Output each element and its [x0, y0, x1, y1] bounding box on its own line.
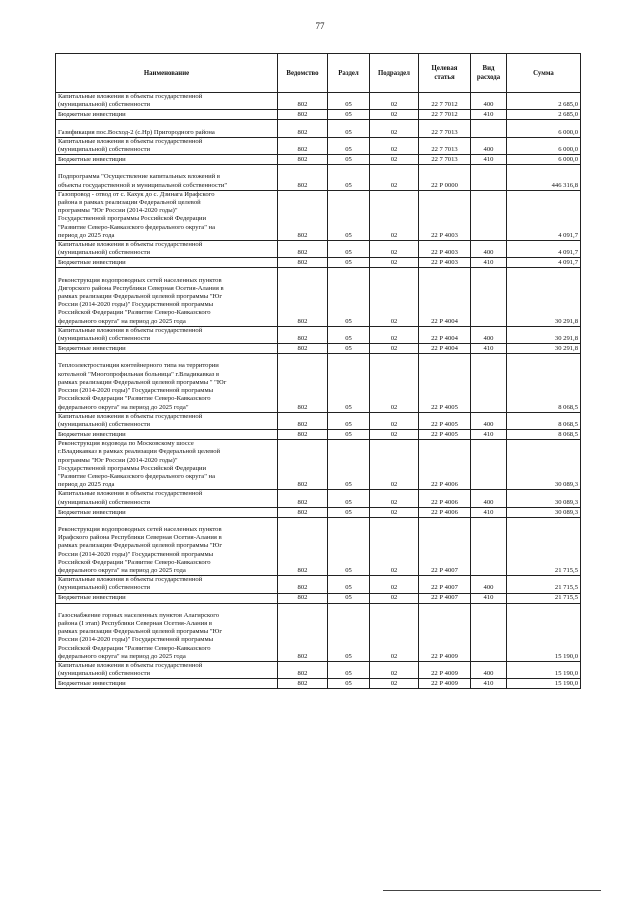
row-type	[471, 517, 507, 575]
row-subsection: 02	[370, 344, 419, 354]
row-target: 22 Р 4005	[419, 354, 471, 412]
row-dept: 802	[278, 661, 328, 678]
row-sum: 6 000,0	[507, 120, 581, 137]
row-dept: 802	[278, 137, 328, 154]
row-sum: 30 291,8	[507, 344, 581, 354]
row-name: Капитальные вложения в объекты государственной (муниципальной) собственности	[56, 93, 278, 110]
header-target: Целевая статья	[419, 54, 471, 93]
row-section: 05	[328, 679, 370, 689]
row-type: 400	[471, 93, 507, 110]
row-subsection: 02	[370, 517, 419, 575]
row-type: 400	[471, 490, 507, 507]
table-row	[56, 507, 581, 517]
row-name: Теплоэлектростанция контейнерного типа на территории котельной "Многопрофильная больница" г.Владикавказ в рамках реализации Федеральной целевой программы " "Юг России (2014-2020 годы)" Государственной программы Российской Федерации "Развитие Северо-Кавказского федерального округа" на период до 2025 года"	[56, 354, 278, 412]
table-row	[56, 258, 581, 268]
row-subsection: 02	[370, 93, 419, 110]
row-sum: 6 000,0	[507, 155, 581, 165]
row-dept: 802	[278, 679, 328, 689]
row-subsection: 02	[370, 326, 419, 343]
row-name: Капитальные вложения в объекты государственной (муниципальной) собственности	[56, 490, 278, 507]
row-section: 05	[328, 268, 370, 326]
row-sum: 30 089,3	[507, 440, 581, 490]
row-sum: 30 291,8	[507, 268, 581, 326]
row-target: 22 Р 4004	[419, 344, 471, 354]
table-row	[56, 490, 581, 507]
row-subsection: 02	[370, 661, 419, 678]
row-type	[471, 603, 507, 661]
row-subsection: 02	[370, 120, 419, 137]
row-section: 05	[328, 576, 370, 593]
row-target: 22 Р 4005	[419, 412, 471, 429]
row-subsection: 02	[370, 440, 419, 490]
row-dept: 802	[278, 507, 328, 517]
row-target: 22 7 7012	[419, 93, 471, 110]
row-sum: 446 316,8	[507, 165, 581, 191]
row-target: 22 Р 4003	[419, 190, 471, 240]
row-dept: 802	[278, 120, 328, 137]
row-type	[471, 268, 507, 326]
row-section: 05	[328, 354, 370, 412]
row-section: 05	[328, 110, 370, 120]
row-target: 22 Р 4007	[419, 576, 471, 593]
row-section: 05	[328, 190, 370, 240]
row-type: 400	[471, 241, 507, 258]
table-row	[56, 412, 581, 429]
row-sum: 21 715,5	[507, 517, 581, 575]
row-target: 22 Р 0000	[419, 165, 471, 191]
row-subsection: 02	[370, 165, 419, 191]
row-dept: 802	[278, 258, 328, 268]
row-name: Реконструкция водовода по Московскому шоссе г.Владикавказ в рамках реализации Федеральной целевой программы "Юг России (2014-2020 годы)" Государственной программы Российской Федерации "Развитие Северо-Кавказского федерального округа" на период до 2025 года	[56, 440, 278, 490]
row-sum: 6 000,0	[507, 137, 581, 154]
row-subsection: 02	[370, 490, 419, 507]
row-target: 22 Р 4009	[419, 603, 471, 661]
row-type: 410	[471, 507, 507, 517]
row-section: 05	[328, 440, 370, 490]
row-sum: 2 685,0	[507, 110, 581, 120]
row-name: Бюджетные инвестиции	[56, 110, 278, 120]
row-name: Реконструкция водопроводных сетей населенных пунктов Дигорского района Республики Северная Осетия-Алания в рамках реализации Федеральной целевой программы "Юг России (2014-2020 годы)" Государственной программы Российской Федерации "Развитие Северо-Кавказского федерального округа" на период до 2025 года	[56, 268, 278, 326]
row-section: 05	[328, 155, 370, 165]
row-dept: 802	[278, 326, 328, 343]
row-type	[471, 440, 507, 490]
row-name: Капитальные вложения в объекты государственной (муниципальной) собственности	[56, 137, 278, 154]
row-sum: 15 190,0	[507, 661, 581, 678]
row-name: Бюджетные инвестиции	[56, 507, 278, 517]
row-dept: 802	[278, 190, 328, 240]
header-section: Раздел	[328, 54, 370, 93]
row-type: 400	[471, 326, 507, 343]
row-section: 05	[328, 603, 370, 661]
row-target: 22 Р 4007	[419, 517, 471, 575]
header-dept: Ведомство	[278, 54, 328, 93]
table-row	[56, 190, 581, 240]
row-type	[471, 190, 507, 240]
row-target: 22 7 7013	[419, 120, 471, 137]
table-row	[56, 576, 581, 593]
row-sum: 4 091,7	[507, 190, 581, 240]
row-sum: 2 685,0	[507, 93, 581, 110]
row-target: 22 Р 4009	[419, 661, 471, 678]
row-dept: 802	[278, 430, 328, 440]
row-name: Газопровод - отвод от с. Кахук до с. Дзинага Ирафского района в рамках реализации Федеральной целевой программы "Юг России (2014-2020 годы)" Государственной программы Российской Федерации "Развитие Северо-Кавказского федерального округа" на период до 2025 года	[56, 190, 278, 240]
row-name: Подпрограмма "Осуществление капитальных вложений в объекты государственной и муниципальной собственности"	[56, 165, 278, 191]
budget-table	[55, 53, 581, 689]
row-subsection: 02	[370, 268, 419, 326]
row-sum: 30 089,3	[507, 507, 581, 517]
row-target: 22 7 7013	[419, 137, 471, 154]
table-row	[56, 268, 581, 326]
row-type: 410	[471, 344, 507, 354]
row-section: 05	[328, 120, 370, 137]
header-type: Вид расхода	[471, 54, 507, 93]
table-row	[56, 120, 581, 137]
row-sum: 15 190,0	[507, 679, 581, 689]
row-type: 410	[471, 155, 507, 165]
table-row	[56, 344, 581, 354]
table-row	[56, 679, 581, 689]
table-row	[56, 593, 581, 603]
row-dept: 802	[278, 593, 328, 603]
row-name: Бюджетные инвестиции	[56, 258, 278, 268]
header-subsection: Подраздел	[370, 54, 419, 93]
row-section: 05	[328, 258, 370, 268]
table-row	[56, 155, 581, 165]
table-row	[56, 603, 581, 661]
table-row	[56, 165, 581, 191]
row-section: 05	[328, 661, 370, 678]
row-target: 22 Р 4004	[419, 268, 471, 326]
row-sum: 8 068,5	[507, 412, 581, 429]
row-sum: 4 091,7	[507, 258, 581, 268]
row-sum: 4 091,7	[507, 241, 581, 258]
row-target: 22 Р 4006	[419, 440, 471, 490]
row-target: 22 Р 4004	[419, 326, 471, 343]
row-dept: 802	[278, 576, 328, 593]
table-row	[56, 517, 581, 575]
row-dept: 802	[278, 165, 328, 191]
row-subsection: 02	[370, 412, 419, 429]
row-name: Бюджетные инвестиции	[56, 593, 278, 603]
row-subsection: 02	[370, 507, 419, 517]
row-target: 22 Р 4006	[419, 507, 471, 517]
row-dept: 802	[278, 344, 328, 354]
row-subsection: 02	[370, 137, 419, 154]
row-dept: 802	[278, 93, 328, 110]
row-name: Капитальные вложения в объекты государственной (муниципальной) собственности	[56, 241, 278, 258]
table-row	[56, 661, 581, 678]
row-target: 22 7 7013	[419, 155, 471, 165]
row-section: 05	[328, 93, 370, 110]
row-subsection: 02	[370, 593, 419, 603]
row-type: 400	[471, 661, 507, 678]
row-section: 05	[328, 326, 370, 343]
row-target: 22 Р 4009	[419, 679, 471, 689]
row-type: 410	[471, 110, 507, 120]
table-row	[56, 440, 581, 490]
row-name: Капитальные вложения в объекты государственной (муниципальной) собственности	[56, 576, 278, 593]
row-target: 22 Р 4003	[419, 258, 471, 268]
row-dept: 802	[278, 603, 328, 661]
table-row	[56, 137, 581, 154]
row-type	[471, 120, 507, 137]
row-subsection: 02	[370, 190, 419, 240]
row-sum: 8 068,5	[507, 430, 581, 440]
row-name: Бюджетные инвестиции	[56, 155, 278, 165]
row-dept: 802	[278, 241, 328, 258]
header-name: Наименование	[56, 54, 278, 93]
row-subsection: 02	[370, 576, 419, 593]
row-name: Бюджетные инвестиции	[56, 344, 278, 354]
table-row	[56, 430, 581, 440]
row-type	[471, 354, 507, 412]
row-sum: 30 291,8	[507, 326, 581, 343]
row-subsection: 02	[370, 110, 419, 120]
row-section: 05	[328, 165, 370, 191]
table-row	[56, 93, 581, 110]
row-target: 22 Р 4007	[419, 593, 471, 603]
row-section: 05	[328, 344, 370, 354]
row-name: Капитальные вложения в объекты государственной (муниципальной) собственности	[56, 412, 278, 429]
row-dept: 802	[278, 110, 328, 120]
row-name: Газификация пос.Восход-2 (с.Нр) Пригородного района	[56, 120, 278, 137]
row-dept: 802	[278, 268, 328, 326]
row-type: 410	[471, 593, 507, 603]
row-sum: 8 068,5	[507, 354, 581, 412]
row-type: 410	[471, 430, 507, 440]
row-subsection: 02	[370, 241, 419, 258]
row-sum: 15 190,0	[507, 603, 581, 661]
row-name: Бюджетные инвестиции	[56, 679, 278, 689]
table-row	[56, 326, 581, 343]
row-section: 05	[328, 412, 370, 429]
row-section: 05	[328, 517, 370, 575]
table-body	[56, 93, 581, 689]
row-name: Капитальные вложения в объекты государственной (муниципальной) собственности	[56, 661, 278, 678]
row-type: 400	[471, 412, 507, 429]
row-type: 410	[471, 679, 507, 689]
row-type: 400	[471, 576, 507, 593]
row-name: Бюджетные инвестиции	[56, 430, 278, 440]
row-type: 410	[471, 258, 507, 268]
row-dept: 802	[278, 412, 328, 429]
page-number: 77	[315, 21, 325, 31]
row-target: 22 7 7012	[419, 110, 471, 120]
footer-rule	[383, 890, 601, 891]
row-subsection: 02	[370, 258, 419, 268]
row-subsection: 02	[370, 430, 419, 440]
table-row	[56, 241, 581, 258]
row-section: 05	[328, 507, 370, 517]
row-target: 22 Р 4005	[419, 430, 471, 440]
row-target: 22 Р 4003	[419, 241, 471, 258]
row-subsection: 02	[370, 603, 419, 661]
row-dept: 802	[278, 490, 328, 507]
row-target: 22 Р 4006	[419, 490, 471, 507]
row-sum: 21 715,5	[507, 593, 581, 603]
row-type: 400	[471, 137, 507, 154]
row-section: 05	[328, 593, 370, 603]
row-sum: 30 089,3	[507, 490, 581, 507]
row-name: Реконструкция водопроводных сетей населенных пунктов Ирафского района Республики Северная Осетия-Алания в рамках реализации Федеральной целевой программы "Юг России (2014-2020 годы)" Государственной программы Российской Федерации "Развитие Северо-Кавказского федерального округа" на период до 2025 года	[56, 517, 278, 575]
row-subsection: 02	[370, 354, 419, 412]
row-type	[471, 165, 507, 191]
row-section: 05	[328, 137, 370, 154]
row-section: 05	[328, 490, 370, 507]
table-row	[56, 354, 581, 412]
row-dept: 802	[278, 155, 328, 165]
row-section: 05	[328, 241, 370, 258]
row-subsection: 02	[370, 679, 419, 689]
table-row	[56, 110, 581, 120]
row-section: 05	[328, 430, 370, 440]
row-dept: 802	[278, 354, 328, 412]
row-dept: 802	[278, 517, 328, 575]
table-header-row	[56, 54, 581, 93]
row-name: Капитальные вложения в объекты государственной (муниципальной) собственности	[56, 326, 278, 343]
row-dept: 802	[278, 440, 328, 490]
header-sum: Сумма	[507, 54, 581, 93]
row-subsection: 02	[370, 155, 419, 165]
row-name: Газоснабжение горных населенных пунктов Алагирского района (I этап) Республики Северная Осетия-Алания в рамках реализации Федеральной целевой программы "Юг России (2014-2020 годы)" Государственной программы Российской Федерации "Развитие Северо-Кавказского федерального округа" на период до 2025 года	[56, 603, 278, 661]
row-sum: 21 715,5	[507, 576, 581, 593]
